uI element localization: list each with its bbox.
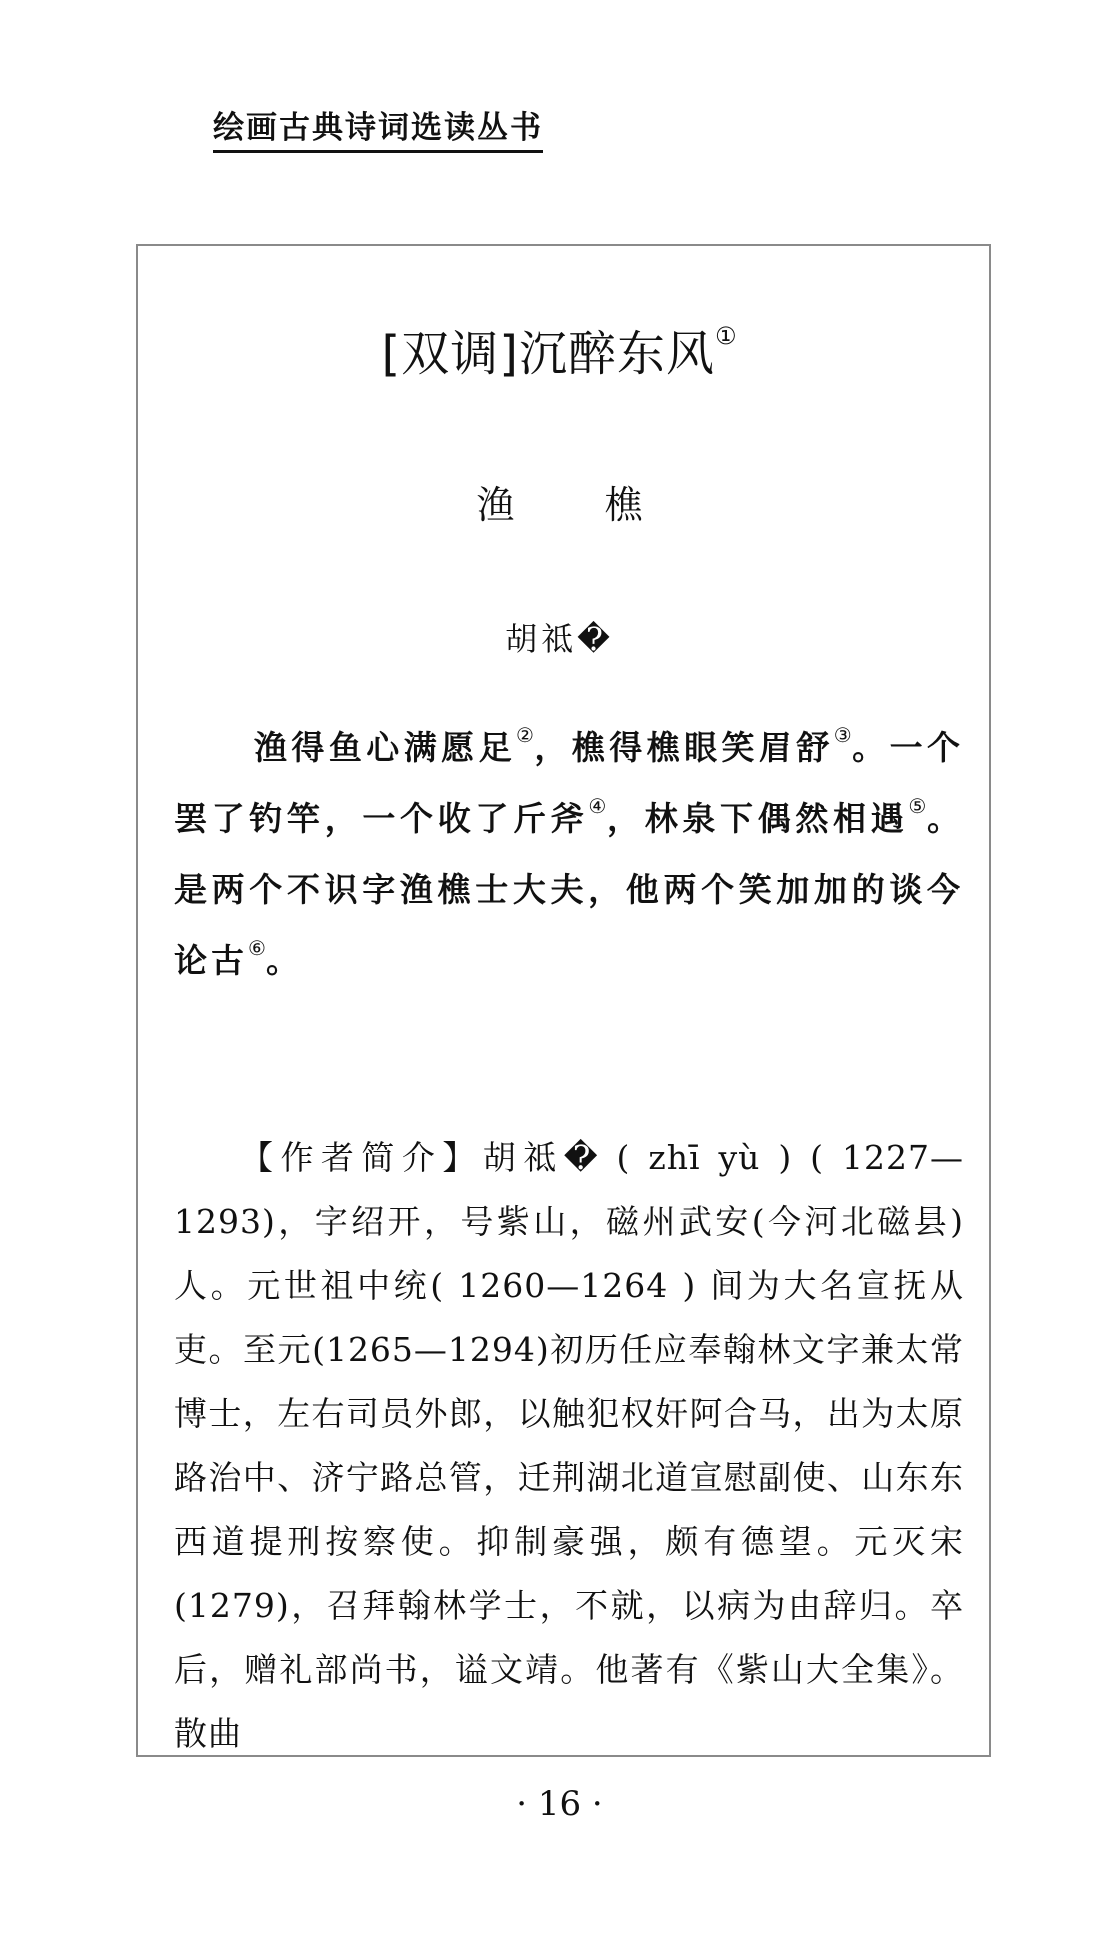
footnote-mark: ⑥ [248, 936, 266, 960]
poem-segment: 。是两个不识字渔樵士大夫，他两个笑加加的谈今论古 [174, 799, 965, 980]
author-intro-label: 【作者简介】 [240, 1138, 483, 1177]
author-intro [174, 1126, 964, 1766]
poem-title-text: [双调]沉醉东风 [381, 326, 715, 382]
footnote-mark: ② [516, 723, 535, 747]
poem-segment: ，林泉下偶然相遇 [607, 799, 909, 838]
poem-subtitle: 渔 樵 [476, 483, 669, 527]
poem-segment: ，樵得樵眼笑眉舒 [534, 728, 834, 767]
poem-title [0, 322, 1119, 384]
footnote-mark: ③ [833, 723, 853, 747]
title-footnote-mark: ① [714, 322, 738, 350]
poem-segment: 。 [265, 941, 303, 980]
poem-author: 胡祗� [505, 620, 614, 658]
footnote-mark: ④ [588, 794, 608, 818]
page-number: · 16 · [516, 1784, 603, 1824]
poem-segment: 渔得鱼心满愿足 [254, 728, 516, 767]
author-intro-text: 胡祗� ( zhī yù ) ( 1227—1293)，字绍开，号紫山，磁州武安(今河北磁县)人。元世祖中统( 1260—1264 ) 间为大名宣抚从吏。至元(1265—1294)初历任应奉翰林文字兼太常博士，左右司员外郎，以触犯权奸阿合马，出为太原路治中、济宁路总管，迁荆湖北道宣慰副使、山东东西道提刑按察使。抑制豪强，颇有德望。元灭宋(1279)，召拜翰林学士，不就，以病为由辞归。卒后，赠礼部尚书，谥文靖。他著有《紫山大全集》。散曲 [174, 1138, 964, 1753]
footnote-mark: ⑤ [908, 794, 928, 818]
poem-segment: 。一个罢了钓竿，一个收了斤斧 [174, 728, 964, 838]
series-title: 绘画古典诗词选读丛书 [213, 110, 543, 153]
poem-body [174, 712, 964, 996]
